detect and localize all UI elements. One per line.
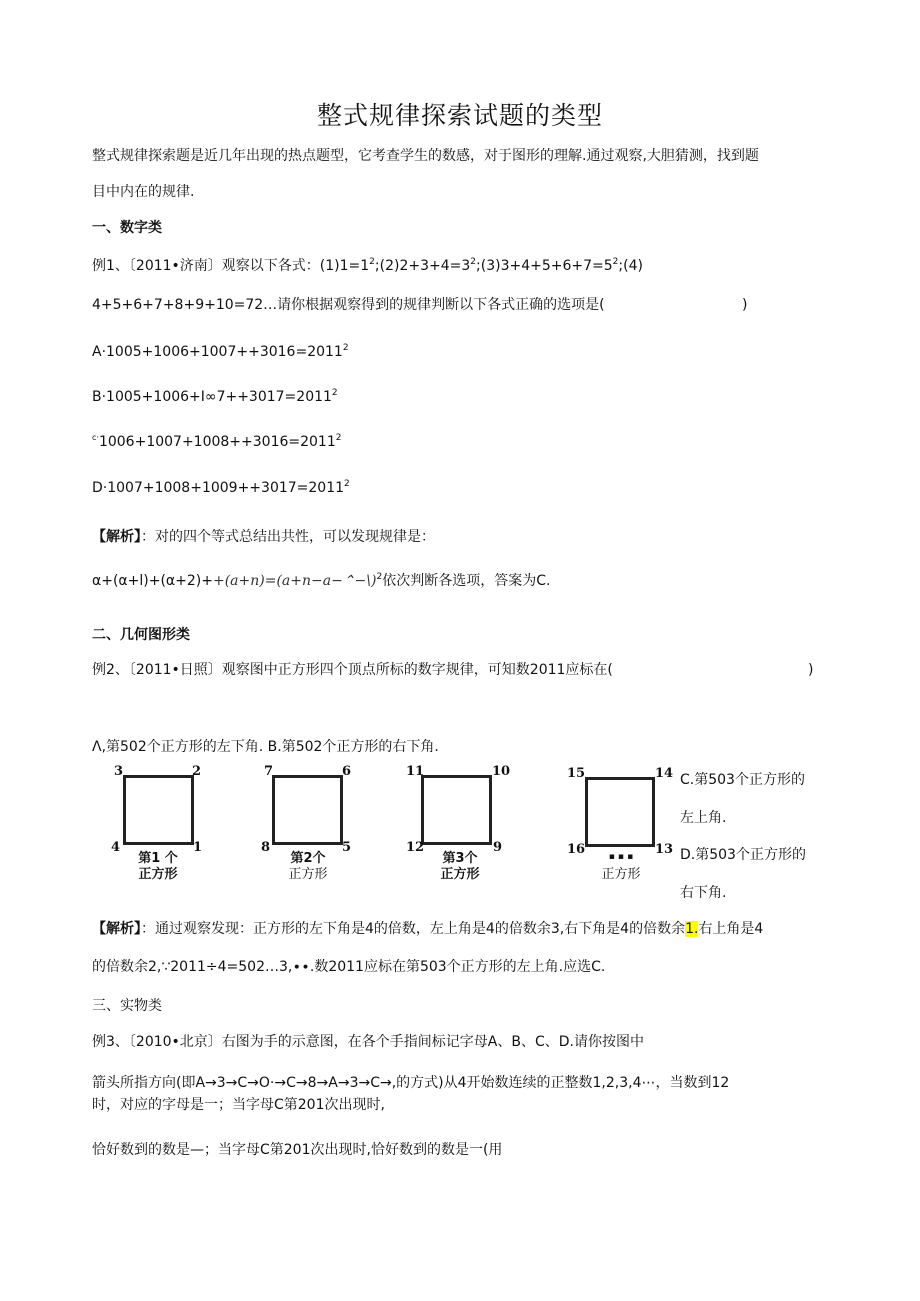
square-caption-1: 第3个 [442, 851, 478, 866]
vertex-bottom-left: 16 [567, 842, 586, 857]
vertex-bottom-left: 4 [111, 840, 121, 855]
square-caption-1: 第1 个 [138, 851, 178, 866]
vertex-top-left: 11 [406, 764, 425, 779]
option-d-line-1: D.第503个正方形的 [680, 847, 806, 863]
intro-line-2: 目中内在的规律. [92, 184, 195, 200]
option-b: $B\cdot 1005+1006+I\infty 7++3017=2011^2$ [92, 388, 338, 405]
section-1-heading: 一、数字类 [92, 220, 162, 236]
analysis-1: 【解析】：对的四个等式总结出共性，可以发现规律是： [92, 529, 435, 545]
vertex-bottom-left: 12 [406, 840, 425, 855]
option-d: $D\cdot 1007+1008+1009++3017=2011^2$ [92, 479, 350, 496]
vertex-bottom-right: 13 [655, 842, 674, 857]
vertex-top-right: 14 [655, 766, 674, 781]
vertex-top-right: 10 [492, 764, 511, 779]
formula-1: α+(α+l)+(α+2)++(a+n)=(a+n−a−⌃−\)$^2$依次判断各选项，答案为C. [92, 572, 551, 589]
example-1-paren-close: ) [742, 297, 748, 313]
vertex-top-right: 2 [192, 764, 202, 779]
vertex-top-left: 15 [567, 766, 586, 781]
vertex-bottom-right: 9 [493, 840, 503, 855]
example-1-line-2: 4+5+6+7+8+9+10=72…请你根据观察得到的规律判断以下各式正确的选项是( [92, 297, 605, 313]
option-c-line-2: 左上角. [680, 810, 727, 826]
option-d-line-2: 右下角. [680, 885, 727, 901]
square-shape [585, 777, 655, 847]
square-caption-2: 正方形 [288, 867, 328, 882]
vertex-bottom-right: 1 [193, 840, 203, 855]
example-2-line: 例2、〔2011•日照〕观察图中正方形四个顶点所标的数字规律，可知数2011应标在( [92, 662, 613, 678]
highlighted-text: 1. [685, 921, 699, 937]
vertex-bottom-left: 8 [261, 840, 271, 855]
example-3-line-4: 恰好数到的数是—；当字母C第201次出现时,恰好数到的数是一(用 [92, 1142, 503, 1158]
vertex-top-right: 6 [342, 764, 352, 779]
vertex-top-left: 7 [264, 764, 274, 779]
vertex-top-left: 3 [114, 764, 124, 779]
section-2-heading: 二、几何图形类 [92, 627, 190, 643]
example-3-line-3: 时，对应的字母是一；当字母C第201次出现时, [92, 1097, 385, 1113]
example-3-line-2: 箭头所指方向(即A→3→C→O·→C→8→A→3→C→,的方式)从4开始数连续的正整数1,2,3,4⋯，当数到12 [92, 1075, 730, 1091]
intro-line-1: 整式规律探索题是近几年出现的热点题型，它考查学生的数感，对于图形的理解.通过观察,大胆猜测，找到题 [92, 148, 759, 164]
options-ab: Λ,第502个正方形的左下角. B.第502个正方形的右下角. [92, 739, 439, 755]
option-c: $^{c\cdot}1006+1007+1008++3016=2011^2$ [92, 433, 342, 450]
example-3-line-1: 例3、〔2010•北京〕右图为手的示意图，在各个手指间标记字母A、B、C、D.请你按图中 [92, 1034, 644, 1050]
square-caption-2: 正方形 [440, 867, 480, 882]
analysis-2-line-1: 【解析】：通过观察发现：正方形的左下角是4的倍数，左上角是4的倍数余3,右下角是4的倍数余1.右上角是4 [92, 921, 764, 937]
vertex-bottom-right: 5 [342, 840, 352, 855]
analysis-2-line-2: 的倍数余2,∵2011÷4=502…3,∙∙.数2011应标在第503个正方形的左上角.应选C. [92, 959, 606, 975]
square-shape [123, 775, 194, 845]
option-a: $A\cdot 1005+1006+1007++3016=2011^2$ [92, 343, 349, 360]
square-caption-1: ▪ ▪ ▪ [608, 852, 634, 862]
example-1-line-1: 例1、〔2011•济南〕观察以下各式：$(1)1=1^2;(2)2+3+4=3^2;(3)3+4+5+6+7=5^2;(4)$ [92, 257, 643, 274]
square-caption-2: 正方形 [138, 867, 178, 882]
square-shape [421, 775, 492, 845]
section-3-heading: 三、实物类 [92, 998, 162, 1014]
square-caption-1: 第2个 [290, 851, 326, 866]
option-c-line-1: C.第503个正方形的 [680, 772, 805, 788]
square-caption-2: 正方形 [601, 867, 641, 882]
example-2-paren-close: ) [808, 662, 814, 678]
square-shape [272, 775, 343, 845]
page-title: 整式规律探索试题的类型 [316, 101, 603, 130]
